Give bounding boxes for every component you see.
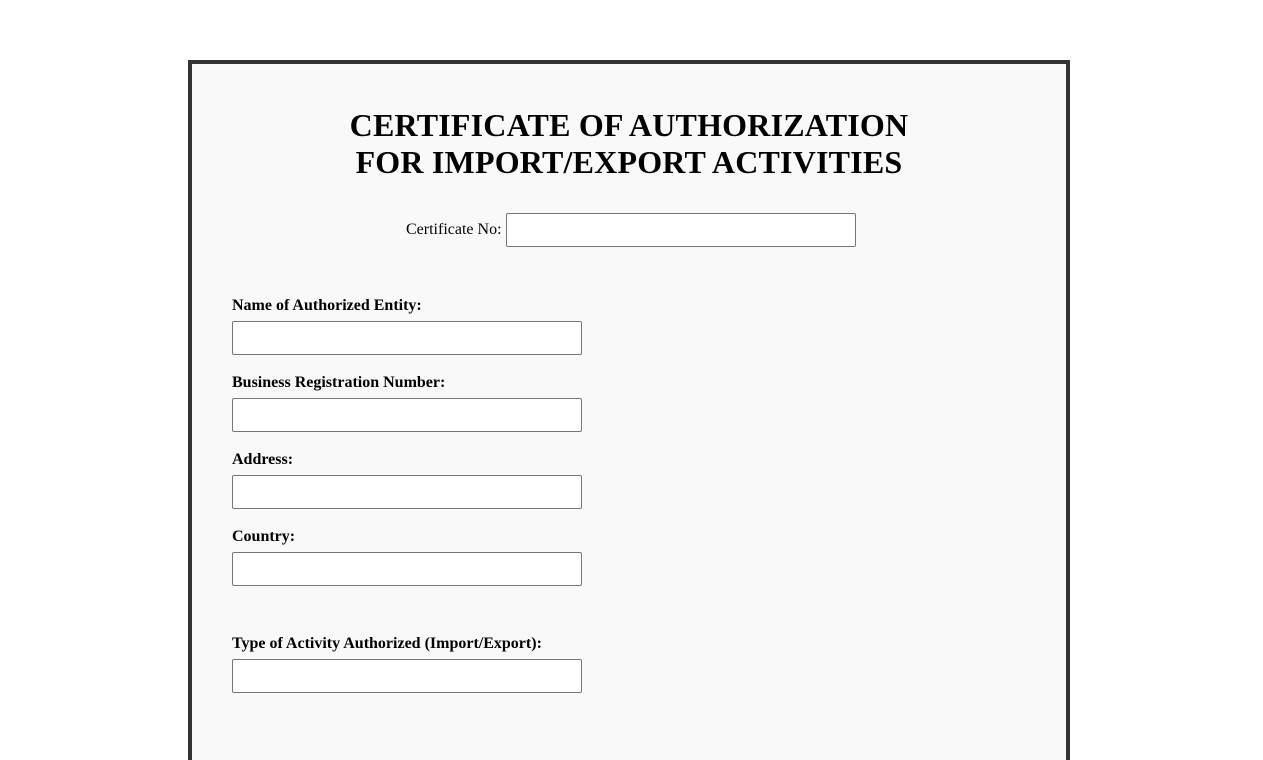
- country-input[interactable]: [232, 552, 582, 586]
- address-label: Address:: [232, 451, 294, 468]
- field-activity-type: [232, 634, 582, 693]
- certificate-title: [192, 107, 1066, 181]
- activity-type-input[interactable]: [232, 659, 582, 693]
- certificate-number-row: [406, 213, 856, 247]
- authorized-entity-input[interactable]: [232, 321, 582, 355]
- business-registration-input[interactable]: [232, 398, 582, 432]
- address-input[interactable]: [232, 475, 582, 509]
- activity-type-label: Type of Activity Authorized (Import/Export):: [232, 635, 542, 652]
- authorized-entity-label: Name of Authorized Entity:: [232, 297, 422, 314]
- certificate-form: [188, 60, 1070, 760]
- title-line-1: CERTIFICATE OF AUTHORIZATION: [349, 107, 909, 143]
- field-country: [232, 527, 582, 586]
- title-line-2: FOR IMPORT/EXPORT ACTIVITIES: [355, 144, 903, 180]
- certificate-number-input[interactable]: [506, 213, 856, 247]
- business-registration-label: Business Registration Number:: [232, 374, 446, 391]
- certificate-number-label: Certificate No:: [406, 221, 502, 238]
- field-authorized-entity: [232, 296, 582, 355]
- field-address: [232, 450, 582, 509]
- field-business-registration: [232, 373, 582, 432]
- country-label: Country:: [232, 528, 296, 545]
